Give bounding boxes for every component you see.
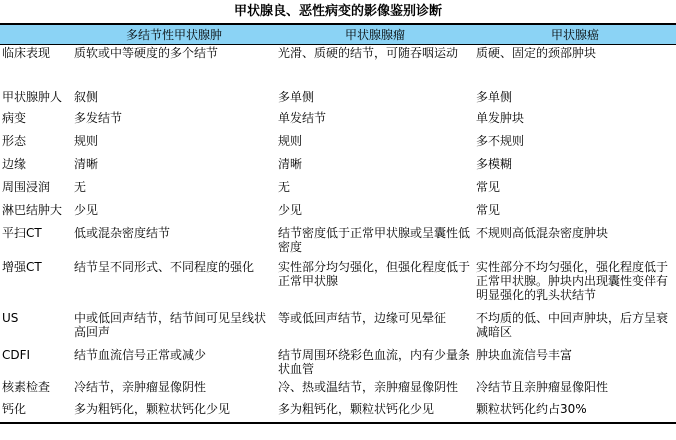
row-label: 临床表现 xyxy=(2,46,51,60)
table-cell: 冷、热或温结节，亲肿瘤显像阴性 xyxy=(278,379,459,394)
table-cell: 规则 xyxy=(278,133,303,148)
table-cell: 叙侧 xyxy=(74,89,99,104)
row-label: 边缘 xyxy=(2,156,27,171)
row-label: 甲状腺肿人 xyxy=(2,89,63,104)
row-label: CDFI xyxy=(2,347,31,362)
row-label: 平扫CT xyxy=(2,225,42,240)
table-row xyxy=(0,347,676,379)
row-label: 核素检查 xyxy=(2,379,51,394)
table-cell: 多为粗钙化，颗粒状钙化少见 xyxy=(276,401,474,423)
table-cell: 等或低回声结节，边缘可见晕征 xyxy=(278,310,447,325)
table-cell: 冷结节，亲肿瘤显像阴性 xyxy=(74,379,207,394)
table-cell: 清晰 xyxy=(74,156,99,171)
column-header: 甲状腺癌 xyxy=(474,24,676,45)
table-cell: 结节呈不同形式、不同程度的强化 xyxy=(74,259,255,274)
table-cell: 少见 xyxy=(74,202,99,217)
row-label: 增强CT xyxy=(2,259,42,274)
table-row xyxy=(0,110,676,133)
table-row xyxy=(0,202,676,225)
table-cell: 规则 xyxy=(74,133,99,148)
table-cell: 无 xyxy=(278,179,291,194)
table-cell: 结节血流信号正常或减少 xyxy=(74,347,207,362)
table-row xyxy=(0,156,676,179)
table-cell: 不均质的低、中回声肿块，后方呈衰减暗区 xyxy=(476,310,669,339)
table-cell: 多模糊 xyxy=(476,156,513,171)
table-cell: 结节周围环绕彩色血流，内有少量条状血管 xyxy=(278,347,471,376)
row-label: 病变 xyxy=(2,110,27,125)
table-cell: 肿块血流信号丰富 xyxy=(476,347,573,362)
row-label: 淋巴结肿大 xyxy=(2,202,63,217)
table-cell: 多为粗钙化，颗粒状钙化少见 xyxy=(72,401,276,423)
table-cell: 多发结节 xyxy=(74,110,123,125)
table-cell: 常见 xyxy=(476,179,501,194)
table-cell: 质硬、固定的颈部肿块 xyxy=(476,46,597,60)
row-label: 周围浸润 xyxy=(2,179,51,194)
table-cell: 颗粒状钙化约占30% xyxy=(474,401,676,423)
table-cell: 多单侧 xyxy=(476,89,513,104)
table-cell: 光滑、质硬的结节，可随吞咽运动 xyxy=(278,46,459,60)
table-row xyxy=(0,310,676,347)
comparison-table-container xyxy=(0,23,676,424)
table-cell: 不规则高低混杂密度肿块 xyxy=(476,225,609,240)
table-row xyxy=(0,45,676,89)
table-row xyxy=(0,133,676,156)
table-cell: 实性部分均匀强化，但强化程度低于正常甲状腺 xyxy=(278,259,471,288)
comparison-table xyxy=(0,23,676,424)
table-cell: 冷结节且亲肿瘤显像阳性 xyxy=(476,379,609,394)
row-label: 形态 xyxy=(2,133,27,148)
table-row xyxy=(0,379,676,401)
table-cell: 少见 xyxy=(278,202,303,217)
table-cell: 结节密度低于正常甲状腺或呈囊性低密度 xyxy=(278,225,471,254)
table-header-row xyxy=(0,24,676,45)
row-label: US xyxy=(2,310,19,325)
table-cell: 无 xyxy=(74,179,87,194)
column-header: 多结节性甲状腺肿 xyxy=(72,24,276,45)
table-cell: 多单侧 xyxy=(278,89,315,104)
column-header: 甲状腺腺瘤 xyxy=(276,24,474,45)
table-cell: 质软或中等硬度的多个结节 xyxy=(74,46,219,60)
table-cell: 中或低回声结节，结节间可见呈线状高回声 xyxy=(74,310,267,339)
table-cell: 低或混杂密度结节 xyxy=(74,225,171,240)
table-row xyxy=(0,179,676,202)
table-row xyxy=(0,89,676,110)
table-cell: 常见 xyxy=(476,202,501,217)
column-header xyxy=(0,24,72,45)
row-label: 钙化 xyxy=(0,401,72,423)
table-row xyxy=(0,259,676,310)
table-cell: 单发结节 xyxy=(278,110,327,125)
table-cell: 实性部分不均匀强化，强化程度低于正常甲状腺。肿块内出现囊性变伴有明显强化的乳头状结节 xyxy=(476,259,669,302)
table-cell: 清晰 xyxy=(278,156,303,171)
table-cell: 单发肿块 xyxy=(476,110,525,125)
table-row xyxy=(0,225,676,259)
table-row xyxy=(0,401,676,423)
page-title: 甲状腺良、恶性病变的影像鉴别诊断 xyxy=(233,4,442,19)
table-cell: 多不规则 xyxy=(476,133,525,148)
